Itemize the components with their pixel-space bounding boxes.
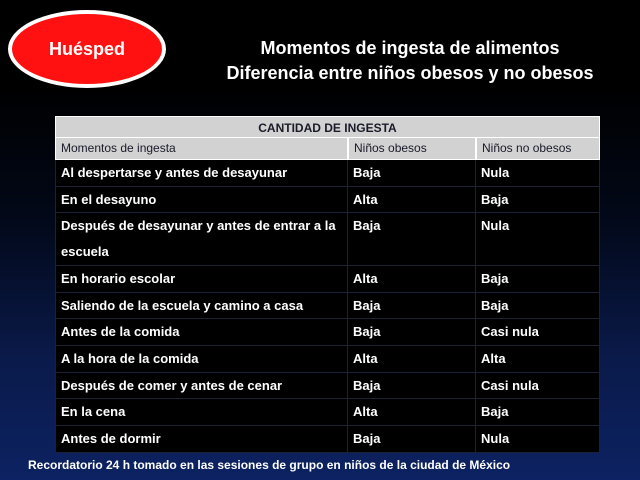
cell-no-obesos: Baja xyxy=(476,293,600,320)
cell-obesos: Alta xyxy=(348,399,476,426)
cell-momento: En la cena xyxy=(55,399,348,426)
cell-no-obesos: Nula xyxy=(476,160,600,187)
cell-momento: Después de desayunar y antes de entrar a la escuela xyxy=(55,213,348,265)
cell-no-obesos: Nula xyxy=(476,426,600,453)
table-header-row xyxy=(55,138,600,160)
cell-momento: Saliendo de la escuela y camino a casa xyxy=(55,293,348,320)
table-row xyxy=(55,160,600,187)
cell-no-obesos: Nula xyxy=(476,213,600,265)
title-line-2: Diferencia entre niños obesos y no obesos xyxy=(226,63,594,83)
cell-momento: Antes de la comida xyxy=(55,319,348,346)
slide-title xyxy=(190,36,630,86)
cell-no-obesos: Baja xyxy=(476,266,600,293)
cell-momento: En horario escolar xyxy=(55,266,348,293)
footnote: Recordatorio 24 h tomado en las sesiones de grupo en niños de la ciudad de México xyxy=(28,458,511,472)
title-line-1: Momentos de ingesta de alimentos xyxy=(260,38,560,58)
header-ninos-no-obesos: Niños no obesos xyxy=(476,138,600,160)
cell-no-obesos: Baja xyxy=(476,187,600,214)
badge-label: Huésped xyxy=(48,38,126,59)
cell-obesos: Baja xyxy=(348,319,476,346)
cell-momento: Al despertarse y antes de desayunar xyxy=(55,160,348,187)
header-ninos-obesos: Niños obesos xyxy=(348,138,476,160)
huesped-badge xyxy=(8,10,166,88)
cell-momento: Antes de dormir xyxy=(55,426,348,453)
cell-no-obesos: Baja xyxy=(476,399,600,426)
header-momentos: Momentos de ingesta xyxy=(55,138,348,160)
table-caption: CANTIDAD DE INGESTA xyxy=(55,116,600,138)
table-row xyxy=(55,293,600,320)
intake-table xyxy=(55,116,600,453)
cell-obesos: Baja xyxy=(348,373,476,400)
table-row xyxy=(55,319,600,346)
cell-momento: A la hora de la comida xyxy=(55,346,348,373)
table-row xyxy=(55,187,600,214)
cell-obesos: Alta xyxy=(348,346,476,373)
table-row xyxy=(55,399,600,426)
table-row xyxy=(55,373,600,400)
cell-obesos: Alta xyxy=(348,266,476,293)
cell-momento: En el desayuno xyxy=(55,187,348,214)
table-row xyxy=(55,213,600,265)
cell-no-obesos: Alta xyxy=(476,346,600,373)
cell-obesos: Baja xyxy=(348,293,476,320)
cell-obesos: Baja xyxy=(348,213,476,265)
cell-no-obesos: Casi nula xyxy=(476,373,600,400)
cell-obesos: Baja xyxy=(348,426,476,453)
cell-momento: Después de comer y antes de cenar xyxy=(55,373,348,400)
cell-obesos: Alta xyxy=(348,187,476,214)
table-row xyxy=(55,426,600,453)
cell-obesos: Baja xyxy=(348,160,476,187)
table-row xyxy=(55,346,600,373)
cell-no-obesos: Casi nula xyxy=(476,319,600,346)
table-row xyxy=(55,266,600,293)
